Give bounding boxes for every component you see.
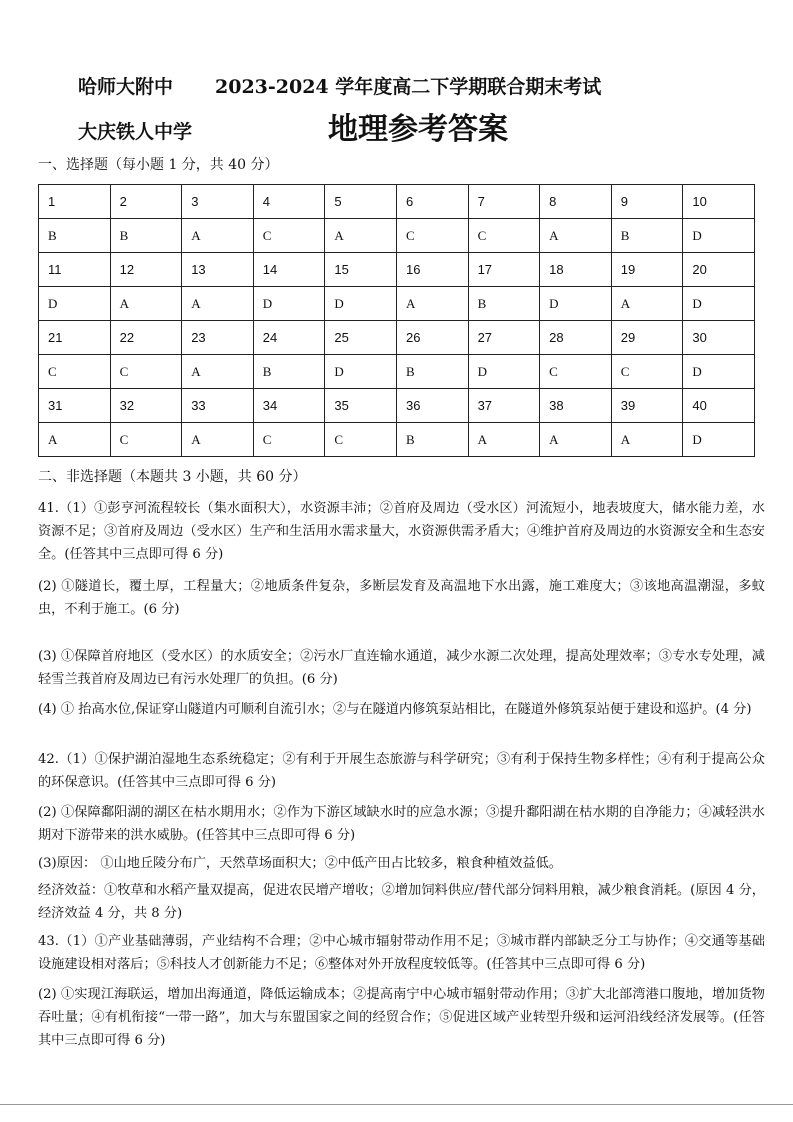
answer-letter: D xyxy=(683,287,755,321)
question-number: 13 xyxy=(182,253,254,287)
question-number: 17 xyxy=(468,253,540,287)
answer-41-1: 41.（1）①彭亨河流程较长（集水面积大），水资源丰沛；②首府及周边（受水区）河流短小，地表坡度大，储水能力差，水资源不足；③首府及周边（受水区）生产和生活用水需求量大，水资源供需矛盾大；④维护首府及周边的水资源安全和生态安全。(任答其中三点即可得 6 分) xyxy=(38,501,765,562)
question-number: 11 xyxy=(39,253,111,287)
question-number: 29 xyxy=(611,321,683,355)
question-number: 1 xyxy=(39,185,111,219)
question-number: 10 xyxy=(683,185,755,219)
answer-letter: A xyxy=(611,287,683,321)
answer-letter: D xyxy=(683,355,755,389)
answer-letter: D xyxy=(253,287,325,321)
question-number: 31 xyxy=(39,389,111,423)
section-1-heading: 一、选择题（每小题 1 分，共 40 分） xyxy=(38,157,279,173)
question-number: 7 xyxy=(468,185,540,219)
answer-letter: C xyxy=(110,423,182,457)
question-number: 34 xyxy=(253,389,325,423)
answer-table xyxy=(38,184,755,457)
question-number: 28 xyxy=(540,321,612,355)
question-number: 37 xyxy=(468,389,540,423)
answer-43-1: 43.（1）①产业基础薄弱，产业结构不合理；②中心城市辐射带动作用不足；③城市群内部缺乏分工与协作；④交通等基础设施建设相对落后；⑤科技人才创新能力不足；⑥整体对外开放程度较低等。(任答其中三点即可得 6 分) xyxy=(38,934,765,972)
question-number: 3 xyxy=(182,185,254,219)
question-number: 6 xyxy=(396,185,468,219)
answer-letter: B xyxy=(396,355,468,389)
question-number: 26 xyxy=(396,321,468,355)
question-number: 19 xyxy=(611,253,683,287)
answer-letter: B xyxy=(611,219,683,253)
answer-letter-row xyxy=(39,423,755,457)
answer-letter: A xyxy=(540,219,612,253)
answer-letter: A xyxy=(540,423,612,457)
answer-letter: B xyxy=(39,219,111,253)
question-number: 30 xyxy=(683,321,755,355)
bottom-rule xyxy=(0,1104,793,1105)
answer-letter: D xyxy=(325,287,397,321)
answer-letter: B xyxy=(468,287,540,321)
answer-letter-row xyxy=(39,355,755,389)
answer-letter: A xyxy=(182,423,254,457)
section-2-heading: 二、非选择题（本题共 3 小题，共 60 分） xyxy=(38,469,307,485)
answer-41-4: (4) ① 抬高水位,保证穿山隧道内可顺利自流引水；②与在隧道内修筑泵站相比，在隧道外修筑泵站便于建设和巡护。(4 分) xyxy=(38,702,752,717)
answer-letter: A xyxy=(611,423,683,457)
question-number: 23 xyxy=(182,321,254,355)
answer-letter: A xyxy=(182,219,254,253)
answer-letter: D xyxy=(39,287,111,321)
answer-letter: A xyxy=(182,355,254,389)
question-number: 33 xyxy=(182,389,254,423)
answer-letter: A xyxy=(39,423,111,457)
question-number: 39 xyxy=(611,389,683,423)
answer-letter: C xyxy=(110,355,182,389)
answer-letter: C xyxy=(325,423,397,457)
question-number: 15 xyxy=(325,253,397,287)
question-number-row xyxy=(39,185,755,219)
answer-letter: D xyxy=(683,219,755,253)
question-number-row xyxy=(39,389,755,423)
answer-43-2: (2) ①实现江海联运，增加出海通道，降低运输成本；②提高南宁中心城市辐射带动作用；③扩大北部湾港口腹地，增加货物吞吐量；④有机衔接“一带一路”，加大与东盟国家之间的经贸合作；⑤促进区域产业转型升级和运河沿线经济发展等。(任答其中三点即可得 6 分) xyxy=(38,987,765,1048)
question-number: 8 xyxy=(540,185,612,219)
question-number: 12 xyxy=(110,253,182,287)
answer-letter: B xyxy=(396,423,468,457)
question-number: 38 xyxy=(540,389,612,423)
question-number: 16 xyxy=(396,253,468,287)
answer-letter: C xyxy=(396,219,468,253)
answer-41-3: (3) ①保障首府地区（受水区）的水质安全；②污水厂直连输水通道，减少水源二次处理，提高处理效率；③专水专处理，减轻雪兰莪首府及周边已有污水处理厂的负担。(6 分) xyxy=(38,649,765,687)
answer-letter: A xyxy=(182,287,254,321)
answer-letter: D xyxy=(468,355,540,389)
answer-42-1: 42.（1）①保护湖泊湿地生态系统稳定；②有利于开展生态旅游与科学研究；③有利于保持生物多样性；④有利于提高公众的环保意识。(任答其中三点即可得 6 分) xyxy=(38,752,765,790)
answer-letter: A xyxy=(110,287,182,321)
question-number: 32 xyxy=(110,389,182,423)
question-number: 22 xyxy=(110,321,182,355)
question-number: 21 xyxy=(39,321,111,355)
question-number: 2 xyxy=(110,185,182,219)
question-number: 18 xyxy=(540,253,612,287)
answer-letter: C xyxy=(540,355,612,389)
answer-letter: C xyxy=(39,355,111,389)
answer-letter: C xyxy=(611,355,683,389)
question-number: 25 xyxy=(325,321,397,355)
answer-letter: B xyxy=(253,355,325,389)
question-number: 27 xyxy=(468,321,540,355)
question-number: 40 xyxy=(683,389,755,423)
question-number-row xyxy=(39,321,755,355)
question-number: 35 xyxy=(325,389,397,423)
answer-letter: D xyxy=(540,287,612,321)
answer-letter: C xyxy=(468,219,540,253)
answer-letter-row xyxy=(39,287,755,321)
question-number: 20 xyxy=(683,253,755,287)
answer-letter: C xyxy=(253,423,325,457)
question-number-row xyxy=(39,253,755,287)
question-number: 36 xyxy=(396,389,468,423)
answer-42-2: (2) ①保障鄱阳湖的湖区在枯水期用水；②作为下游区域缺水时的应急水源；③提升鄱阳湖在枯水期的自净能力；④减轻洪水期对下游带来的洪水威胁。(任答其中三点即可得 6 分) xyxy=(38,805,765,843)
question-number: 5 xyxy=(325,185,397,219)
school-name-2: 大庆铁人中学 xyxy=(78,121,193,143)
answer-letter-row xyxy=(39,219,755,253)
answer-letter: A xyxy=(468,423,540,457)
question-number: 24 xyxy=(253,321,325,355)
answer-letter: D xyxy=(325,355,397,389)
answer-letter: D xyxy=(683,423,755,457)
answer-letter: B xyxy=(110,219,182,253)
question-number: 4 xyxy=(253,185,325,219)
answer-42-3-reason: (3)原因： ①山地丘陵分布广，天然草场面积大；②中低产田占比较多，粮食种植效益低。 xyxy=(38,856,562,871)
answer-42-3-benefit: 经济效益：①牧草和水稻产量双提高，促进农民增产增收；②增加饲料供应/替代部分饲料用粮，减少粮食消耗。(原因 4 分，经济效益 4 分，共 8 分) xyxy=(38,883,765,921)
question-number: 9 xyxy=(611,185,683,219)
answer-letter: A xyxy=(325,219,397,253)
school-name-1: 哈师大附中 xyxy=(78,76,174,98)
answer-41-2: (2) ①隧道长，覆土厚，工程量大；②地质条件复杂，多断层发育及高温地下水出露，施工难度大；③该地高温潮湿，多蚊虫，不利于施工。(6 分) xyxy=(38,579,765,617)
exam-title: 2023-2024 学年度高二下学期联合期末考试 xyxy=(215,76,602,98)
answer-letter: C xyxy=(253,219,325,253)
document-title: 地理参考答案 xyxy=(328,112,508,147)
answer-letter: A xyxy=(396,287,468,321)
question-number: 14 xyxy=(253,253,325,287)
